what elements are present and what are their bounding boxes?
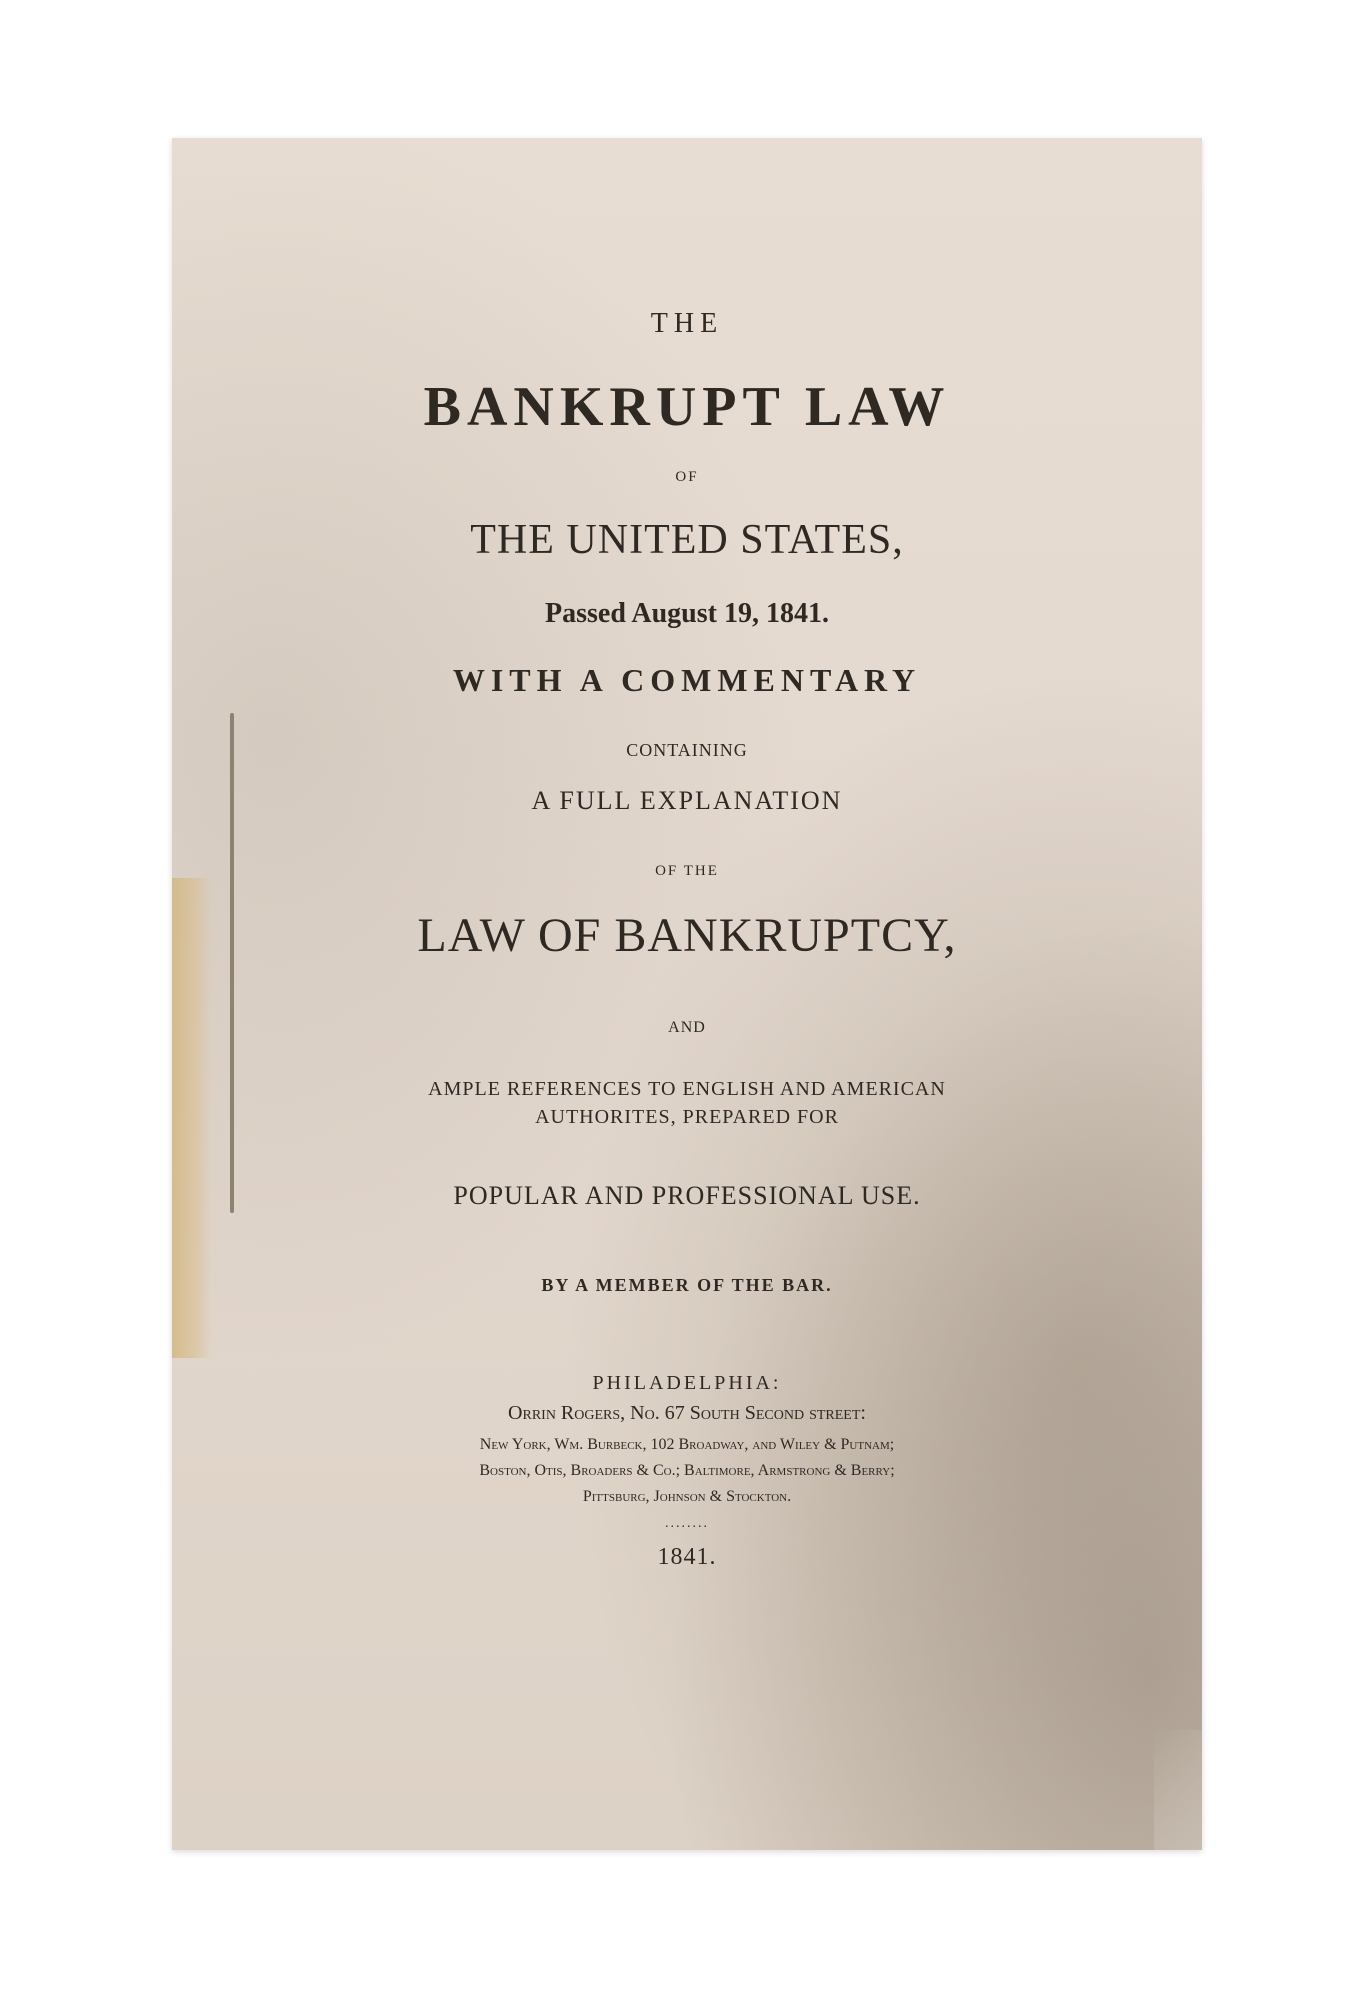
commentary-heading: WITH A COMMENTARY	[452, 662, 922, 698]
references-line-2: AUTHORITES, PREPARED FOR	[535, 1106, 839, 1128]
imprint-year: 1841.	[657, 1544, 717, 1570]
use-text: POPULAR AND PROFESSIONAL USE.	[453, 1181, 921, 1210]
references-line-1: AMPLE REFERENCES TO ENGLISH AND AMERICAN	[428, 1078, 946, 1100]
main-title: BANKRUPT LAW	[423, 376, 951, 438]
passed-date: Passed August 19, 1841.	[545, 598, 829, 629]
author-line: BY A MEMBER OF THE BAR.	[541, 1275, 833, 1295]
imprint-publisher: Orrin Rogers, No. 67 South Second street:	[508, 1402, 866, 1424]
title-of: OF	[675, 469, 699, 485]
imprint-agents-pittsburg: Pittsburg, Johnson & Stockton.	[582, 1488, 792, 1505]
imprint-agents-boston: Boston, Otis, Broaders & Co.; Baltimore, Armstrong & Berry;	[479, 1462, 895, 1479]
law-of-bankruptcy: LAW OF BANKRUPTCY,	[417, 909, 957, 962]
title-the: THE	[650, 308, 724, 339]
explanation-text: A FULL EXPLANATION	[531, 786, 843, 815]
of-the-text: OF THE	[655, 863, 719, 879]
containing-text: CONTAINING	[626, 740, 748, 760]
and-text: AND	[668, 1019, 706, 1036]
pamphlet-cover	[172, 138, 1202, 1850]
title-page-text	[172, 138, 1202, 1850]
imprint-ornament: ........	[665, 1516, 709, 1531]
imprint-agents-newyork: New York, Wm. Burbeck, 102 Broadway, and Wiley & Putnam;	[479, 1436, 895, 1453]
title-country: THE UNITED STATES,	[470, 517, 904, 563]
imprint-place: PHILADELPHIA:	[592, 1372, 782, 1394]
